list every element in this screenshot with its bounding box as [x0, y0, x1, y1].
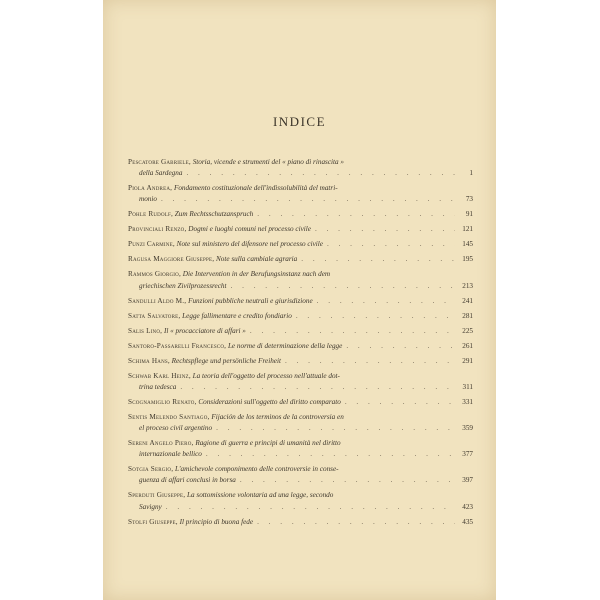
dot-leader — [257, 209, 455, 220]
toc-author: Punzi Carmine, — [128, 240, 175, 249]
toc-page-number: 331 — [462, 397, 473, 406]
toc-title: Rechtspflege und persönliche Freiheit — [171, 356, 281, 365]
toc-entry — [128, 209, 473, 220]
toc-author: Satta Salvatore, — [128, 311, 181, 320]
toc-entry-first-line — [128, 517, 473, 528]
toc-entry-first-line — [128, 341, 473, 352]
toc-author: Sperduti Giuseppe, — [128, 491, 186, 500]
dot-leader — [345, 397, 455, 408]
toc-page-number: 261 — [462, 341, 473, 350]
toc-entry — [128, 438, 473, 460]
toc-title: trina tedesca — [139, 382, 177, 391]
dot-leader — [317, 296, 455, 307]
dot-leader — [231, 281, 456, 292]
toc-title: el proceso civil argentino — [139, 424, 213, 433]
toc-entry-continuation-line — [128, 423, 473, 434]
dot-leader — [206, 449, 455, 460]
dot-leader — [180, 382, 455, 393]
toc-page-number: 1 — [469, 169, 473, 178]
toc-author: Sentis Melendo Santiago, — [128, 412, 210, 421]
toc-author: Rammos Giorgio, — [128, 270, 181, 279]
toc-title: internazionale bellico — [139, 450, 202, 459]
toc-title: Note sulla cambiale agraria — [216, 255, 298, 264]
toc-page-number: 195 — [462, 255, 473, 264]
toc-title: Fijación de los terminos de la controversia en — [211, 412, 344, 421]
toc-author: Piola Andrea, — [128, 184, 173, 193]
toc-entry — [128, 254, 473, 265]
table-of-contents — [128, 157, 473, 532]
toc-entry-first-line — [128, 311, 473, 322]
toc-entry-continuation-line — [128, 168, 473, 179]
toc-entry-continuation-line — [128, 281, 473, 292]
toc-title: Zum Rechtsschutzanspruch — [174, 210, 254, 219]
toc-entry — [128, 356, 473, 367]
toc-title: Funzioni pubbliche neutrali e giurisdizione — [188, 296, 313, 305]
toc-page-number: 145 — [462, 240, 473, 249]
toc-title: Die Intervention in der Berufungsinstanz nach dem — [182, 270, 331, 279]
toc-page-number: 281 — [462, 311, 473, 320]
toc-entry — [128, 517, 473, 528]
toc-author: Salis Lino, — [128, 326, 163, 335]
toc-title: Le norme di determinazione della legge — [227, 341, 343, 350]
dot-leader — [301, 254, 455, 265]
toc-author: Stolfi Giuseppe, — [128, 517, 178, 526]
toc-title: griechischen Zivilprozessrecht — [139, 281, 227, 290]
toc-entry-continuation-line — [128, 475, 473, 486]
toc-title: monio — [139, 195, 157, 204]
toc-author: Schima Hans, — [128, 356, 170, 365]
dot-leader — [315, 224, 455, 235]
toc-entry-first-line — [128, 412, 473, 423]
toc-page-number: 91 — [465, 210, 473, 219]
dot-leader — [296, 311, 455, 322]
toc-page-number: 377 — [462, 450, 473, 459]
toc-title: Considerazioni sull'oggetto del diritto comparato — [198, 397, 341, 406]
toc-title: Savigny — [139, 502, 162, 511]
toc-page-number: 291 — [462, 356, 473, 365]
toc-page-number: 311 — [462, 382, 473, 391]
dot-leader — [327, 239, 455, 250]
toc-entry-first-line — [128, 269, 473, 280]
toc-author: Ragusa Maggiore Giuseppe, — [128, 255, 215, 264]
toc-entry — [128, 397, 473, 408]
toc-title: Il « procacciatore di affari » — [163, 326, 246, 335]
toc-author: Pescatore Gabriele, — [128, 158, 191, 166]
toc-author: Schwab Karl Heinz, — [128, 371, 191, 380]
toc-entry-first-line — [128, 239, 473, 250]
dot-leader — [240, 475, 455, 486]
toc-entry-first-line — [128, 183, 473, 194]
toc-entry — [128, 311, 473, 322]
toc-entry — [128, 490, 473, 512]
toc-title: Il principio di buona fede — [179, 517, 254, 526]
toc-entry-first-line — [128, 356, 473, 367]
toc-entry-first-line — [128, 371, 473, 382]
toc-page-number: 423 — [462, 502, 473, 511]
toc-title: La teoria dell'oggetto del processo nell'attuale dot- — [192, 371, 340, 380]
toc-entry — [128, 371, 473, 393]
toc-page-number: 121 — [462, 225, 473, 234]
toc-title: Ragione di guerra e principi di umanità nel diritto — [195, 439, 341, 448]
toc-entry-first-line — [128, 490, 473, 501]
dot-leader — [186, 168, 455, 179]
toc-author: Sandulli Aldo M., — [128, 296, 187, 305]
toc-entry-first-line — [128, 224, 473, 235]
toc-entry-continuation-line — [128, 502, 473, 513]
toc-title: Dogmi e luoghi comuni nel processo civile — [188, 225, 311, 234]
toc-entry-first-line — [128, 464, 473, 475]
toc-entry — [128, 224, 473, 235]
toc-entry — [128, 296, 473, 307]
toc-page-number: 397 — [462, 476, 473, 485]
toc-entry-first-line — [128, 397, 473, 408]
toc-author: Sotgia Sergio, — [128, 465, 174, 474]
toc-entry-first-line — [128, 326, 473, 337]
toc-page-number: 359 — [462, 424, 473, 433]
toc-entry — [128, 183, 473, 205]
toc-page-number: 435 — [462, 517, 473, 526]
page-heading: INDICE — [272, 114, 327, 129]
toc-title: guenza di affari conclusi in borsa — [139, 476, 236, 485]
dot-leader — [250, 326, 455, 337]
dot-leader — [216, 423, 455, 434]
toc-page-number: 73 — [465, 195, 473, 204]
toc-title: Legge fallimentare e credito fondiario — [182, 311, 292, 320]
toc-entry-first-line — [128, 157, 473, 168]
toc-entry — [128, 157, 473, 179]
toc-author: Sereni Angelo Piero, — [128, 439, 194, 448]
toc-entry — [128, 326, 473, 337]
toc-author: Pohle Rudolf, — [128, 210, 173, 219]
toc-page-number: 213 — [462, 281, 473, 290]
dot-leader — [257, 517, 455, 528]
toc-entry-first-line — [128, 254, 473, 265]
toc-author: Santoro-Passarelli Francesco, — [128, 341, 227, 350]
toc-entry — [128, 239, 473, 250]
toc-entry-continuation-line — [128, 194, 473, 205]
toc-author: Provinciali Renzo, — [128, 225, 187, 234]
toc-entry-first-line — [128, 209, 473, 220]
toc-entry-continuation-line — [128, 382, 473, 393]
toc-page-number: 225 — [462, 326, 473, 335]
toc-page-number: 241 — [462, 296, 473, 305]
toc-entry — [128, 341, 473, 352]
toc-entry — [128, 464, 473, 486]
dot-leader — [285, 356, 455, 367]
dot-leader — [166, 502, 455, 513]
dot-leader — [346, 341, 455, 352]
toc-title: della Sardegna — [139, 169, 183, 178]
toc-title: La sottomissione volontaria ad una legge, secondo — [187, 491, 334, 500]
toc-entry-continuation-line — [128, 449, 473, 460]
dot-leader — [161, 194, 455, 205]
book-page — [103, 0, 496, 600]
toc-entry — [128, 412, 473, 434]
toc-title: Note sul ministero del difensore nel processo civile — [176, 240, 323, 249]
toc-entry-first-line — [128, 296, 473, 307]
toc-author: Scognamiglio Renato, — [128, 397, 197, 406]
toc-entry — [128, 269, 473, 291]
toc-entry-first-line — [128, 438, 473, 449]
toc-title: Storia, vicende e strumenti del « piano di rinascita » — [192, 158, 345, 166]
toc-title: Fondamento costituzionale dell'indissolubilità del matri- — [173, 184, 338, 193]
toc-title: L'amichevole componimento delle controversie in conse- — [175, 465, 339, 474]
